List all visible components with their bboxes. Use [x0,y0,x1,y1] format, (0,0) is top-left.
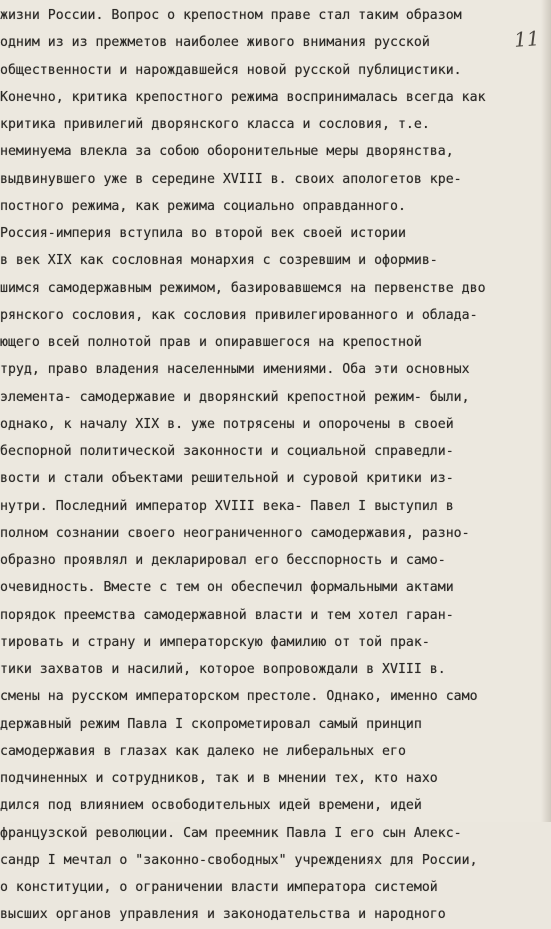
text-line: французской революции. Сам преемник Павла I его сын Алекс- [0,825,462,841]
text-line: в век XIX как сословная монархия с созревшим и оформив- [0,253,438,269]
text-line: неминуема влекла за собою оборонительные меры дворянства, [0,144,454,160]
text-line: державный режим Павла I скопрометировал самый принцип [0,716,422,732]
text-line: тики захватов и насилий, которое вопровождали в XVIII в. [0,662,446,677]
text-line: выдвинувшего уже в середине XVIII в. своих апологетов кре- [0,171,462,187]
text-line: высших органов управления и законодательства и народного [0,907,446,923]
text-line: дился под влиянием освободительных идей времени, идей [0,798,422,814]
text-line: Россия-империя вступила во второй век своей истории [0,226,406,241]
page-edge-shadow [541,0,551,822]
text-line: полном сознании своего неограниченного самодержавия, разно- [0,525,470,541]
text-line: шимся самодержавным режимом, базировавшемся на первенстве дво [0,280,486,296]
margin-page-mark: 11 [513,26,541,52]
text-line: сандр I мечтал о "законно-свободных" учреждениях для России, [0,852,478,868]
text-line: элемента- самодержавие и дворянский крепостной режим- были, [0,389,470,405]
text-line: самодержавия в глазах как далеко не либеральных его [0,743,406,759]
text-line: критика привилегий дворянского класса и сословия, т.е. [0,117,430,132]
text-line: вости и стали объектами решительной и суровой критики из- [0,471,454,487]
text-line: нутри. Последний император XVIII века- Павел I выступил в [0,498,454,514]
text-line: жизни России. Вопрос о крепостном праве стал таким образом [0,8,462,23]
typed-text-block [0,2,551,929]
text-line: одним из из прежметов наиболее живого внимания русской [0,35,430,51]
text-line: ющего всей полнотой прав и опиравшегося на крепостной [0,335,422,350]
text-line: смены на русском императорском престоле. Однако, именно само [0,689,478,705]
text-line: беспорной политической законности и социальной справедли- [0,444,454,459]
text-line: тировать и страну и императорскую фамилию от той прак- [0,634,430,650]
text-line: порядок преемства самодержавной власти и тем хотел гаран- [0,607,454,623]
text-line: о конституции, о ограничении власти императора системой [0,880,438,895]
text-line: рянского сословия, как сословия привилегированного и облада- [0,307,478,323]
text-line: постного режима, как режима социально оправданного. [0,198,406,214]
text-line: очевидность. Вместе с тем он обеспечил формальными актами [0,580,454,596]
text-line: общественности и нарождавшейся новой русской публицистики. [0,62,462,78]
text-line: труд, право владения населенными имениями. Оба эти основных [0,362,470,378]
text-line: Конечно, критика крепостного режима воспринималась всегда как [0,89,486,105]
text-line: однако, к началу XIX в. уже потрясены и опорочены в своей [0,416,454,432]
text-line: подчиненных и сотрудников, так и в мнении тех, кто нахо [0,771,438,786]
text-line: образно проявлял и декларировал его бесспорность и само- [0,553,446,568]
